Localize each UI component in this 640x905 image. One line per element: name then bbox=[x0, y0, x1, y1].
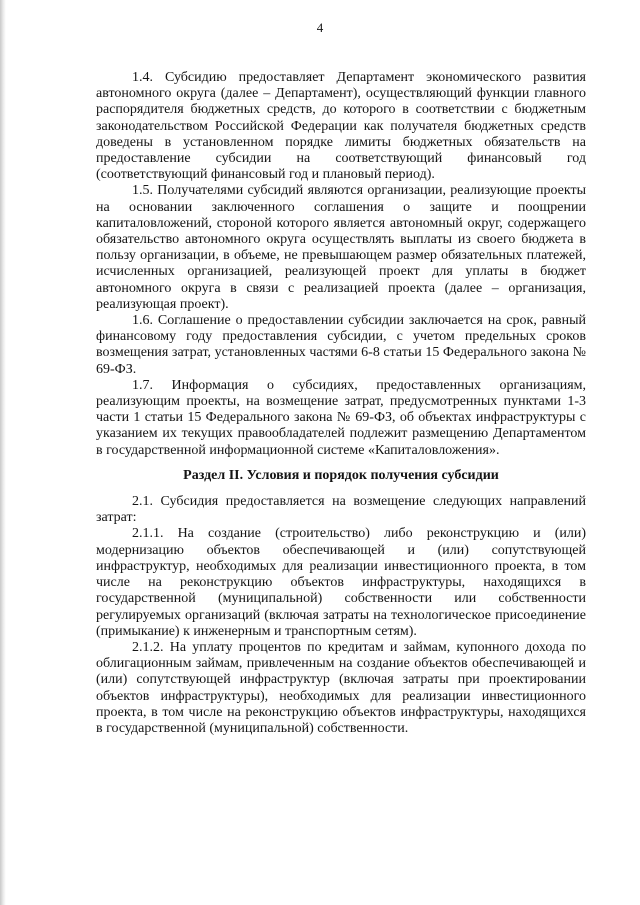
scan-edge bbox=[0, 0, 6, 905]
paragraph-2-1: 2.1. Субсидия предоставляется на возмещение следующих направлений затрат: bbox=[96, 494, 586, 526]
paragraph-1-6: 1.6. Соглашение о предоставлении субсидии заключается на срок, равный финансовому году предоставления субсидии, с учетом предельных сроков возмещения затрат, установленных частями 6-8 статьи 15 Федерального закона № 69-ФЗ. bbox=[96, 313, 586, 377]
paragraph-2-1-2: 2.1.2. На уплату процентов по кредитам и займам, купонного дохода по облигационным займам, привлеченным на создание объектов обеспечивающей и (или) сопутствующей инфраструктур (включая затраты при проектировании объектов инфраструктуры), необходимых для реализации инвестиционного проекта, в том числе на реконструкцию объектов инфраструктуры, находящихся в государственной (муниципальной) собственности. bbox=[96, 639, 586, 736]
paragraph-1-5: 1.5. Получателями субсидий являются организации, реализующие проекты на основании заключенного соглашения о защите и поощрении капиталовложений, стороной которого является автономный округ, содержащего обязательство автономного округа осуществлять выплаты из своего бюджета в пользу организации, в объеме, не превышающем размер обязательных платежей, исчисленных организацией, реализующей проект для уплаты в бюджет автономного округа в связи с реализацией проекта (далее – организация, реализующая проект). bbox=[96, 183, 586, 312]
paragraph-1-4: 1.4. Субсидию предоставляет Департамент экономического развития автономного округа (далее – Департамент), осуществляющий функции главного распорядителя бюджетных средств, до которого в соответствии с бюджетным законодательством Российской Федерации как получателя бюджетных средств доведены в установленном порядке лимиты бюджетных обязательств на предоставление субсидии на соответствующий финансовый год (соответствующий финансовый год и плановый период). bbox=[96, 70, 586, 183]
paragraph-2-1-1: 2.1.1. На создание (строительство) либо реконструкцию и (или) модернизацию объектов обеспечивающей и (или) сопутствующей инфраструктур, необходимых для реализации инвестиционного проекта, в том числе на реконструкцию объектов инфраструктуры, находящихся в государственной (муниципальной) собственности или собственности регулируемых организаций (включая затраты на технологическое присоединение (примыкание) к инженерным и транспортным сетям). bbox=[96, 526, 586, 639]
section-heading: Раздел II. Условия и порядок получения субсидии bbox=[183, 467, 499, 483]
page-number: 4 bbox=[316, 20, 324, 35]
paragraph-1-7: 1.7. Информация о субсидиях, предоставленных организациям, реализующим проекты, на возмещение затрат, предусмотренных пунктами 1-3 части 1 статьи 15 Федерального закона № 69-ФЗ, об объектах инфраструктуры с указанием их текущих правообладателей подлежит размещению Департаментом в государственной информационной системе «Капиталовложения». bbox=[96, 377, 586, 458]
document-body bbox=[96, 70, 586, 737]
